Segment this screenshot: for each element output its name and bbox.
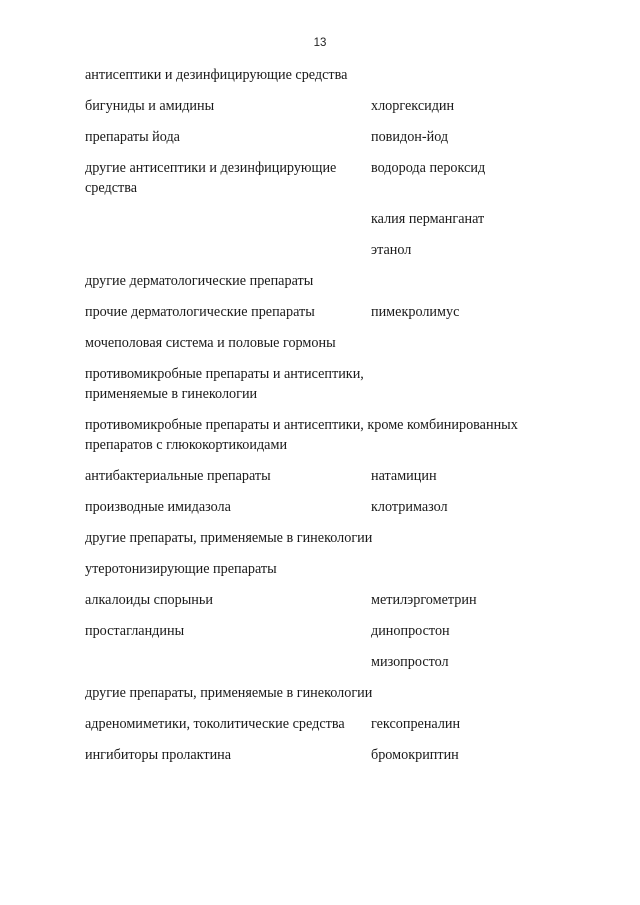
table-row	[85, 714, 575, 734]
table-row	[85, 621, 575, 641]
table-row	[85, 466, 575, 486]
group-name: другие антисептики и дезинфицирующие средства	[85, 160, 337, 196]
drug-name: гексопреналин	[371, 716, 461, 732]
drug-classification-table	[85, 65, 575, 776]
group-name: противомикробные препараты и антисептики, кроме комбинированных препаратов с глюкокортикоидами	[85, 417, 518, 453]
group-name: простагландины	[85, 623, 185, 639]
group-name: другие препараты, применяемые в гинекологии	[85, 530, 373, 546]
page-number: 13	[313, 37, 327, 49]
group-name: производные имидазола	[85, 499, 231, 515]
group-name: утеротонизирующие препараты	[85, 561, 277, 577]
drug-name: натамицин	[371, 468, 437, 484]
table-row	[85, 590, 575, 610]
table-row	[85, 302, 575, 322]
table-row	[85, 559, 575, 579]
group-name	[85, 240, 371, 260]
drug-name: этанол	[371, 242, 412, 258]
table-row	[85, 158, 575, 198]
drug-name: динопростон	[371, 623, 450, 639]
group-name: другие препараты, применяемые в гинекологии	[85, 685, 373, 701]
drug-name: метилэргометрин	[371, 592, 477, 608]
drug-name: бромокриптин	[371, 747, 459, 763]
table-row	[85, 65, 575, 85]
group-name: ингибиторы пролактина	[85, 747, 232, 763]
table-row	[85, 240, 575, 260]
table-row	[85, 364, 575, 404]
table-row	[85, 271, 575, 291]
drug-name: хлоргексидин	[371, 98, 455, 114]
drug-name: клотримазол	[371, 499, 448, 515]
group-name: другие дерматологические препараты	[85, 273, 314, 289]
drug-name: повидон-йод	[371, 129, 449, 145]
table-row	[85, 683, 575, 703]
drug-name: калия перманганат	[371, 211, 485, 227]
group-name: мочеполовая система и половые гормоны	[85, 335, 336, 351]
table-row	[85, 415, 575, 455]
group-name: антисептики и дезинфицирующие средства	[85, 67, 348, 83]
group-name: алкалоиды спорыньи	[85, 592, 213, 608]
table-row	[85, 127, 575, 147]
table-row	[85, 652, 575, 672]
group-name: антибактериальные препараты	[85, 468, 271, 484]
table-row	[85, 497, 575, 517]
drug-name: пимекролимус	[371, 304, 460, 320]
table-row	[85, 333, 575, 353]
group-name: бигуниды и амидины	[85, 98, 215, 114]
group-name: противомикробные препараты и антисептики, применяемые в гинекологии	[85, 366, 364, 402]
group-name: препараты йода	[85, 129, 180, 145]
drug-name	[371, 364, 575, 404]
table-row	[85, 96, 575, 116]
table-row	[85, 745, 575, 765]
table-row	[85, 209, 575, 229]
group-name	[85, 652, 371, 672]
group-name	[85, 209, 371, 229]
group-name: адреномиметики, токолитические средства	[85, 716, 345, 732]
drug-name: мизопростол	[371, 654, 449, 670]
drug-name: водорода пероксид	[371, 160, 486, 176]
group-name: прочие дерматологические препараты	[85, 304, 315, 320]
table-row	[85, 528, 575, 548]
